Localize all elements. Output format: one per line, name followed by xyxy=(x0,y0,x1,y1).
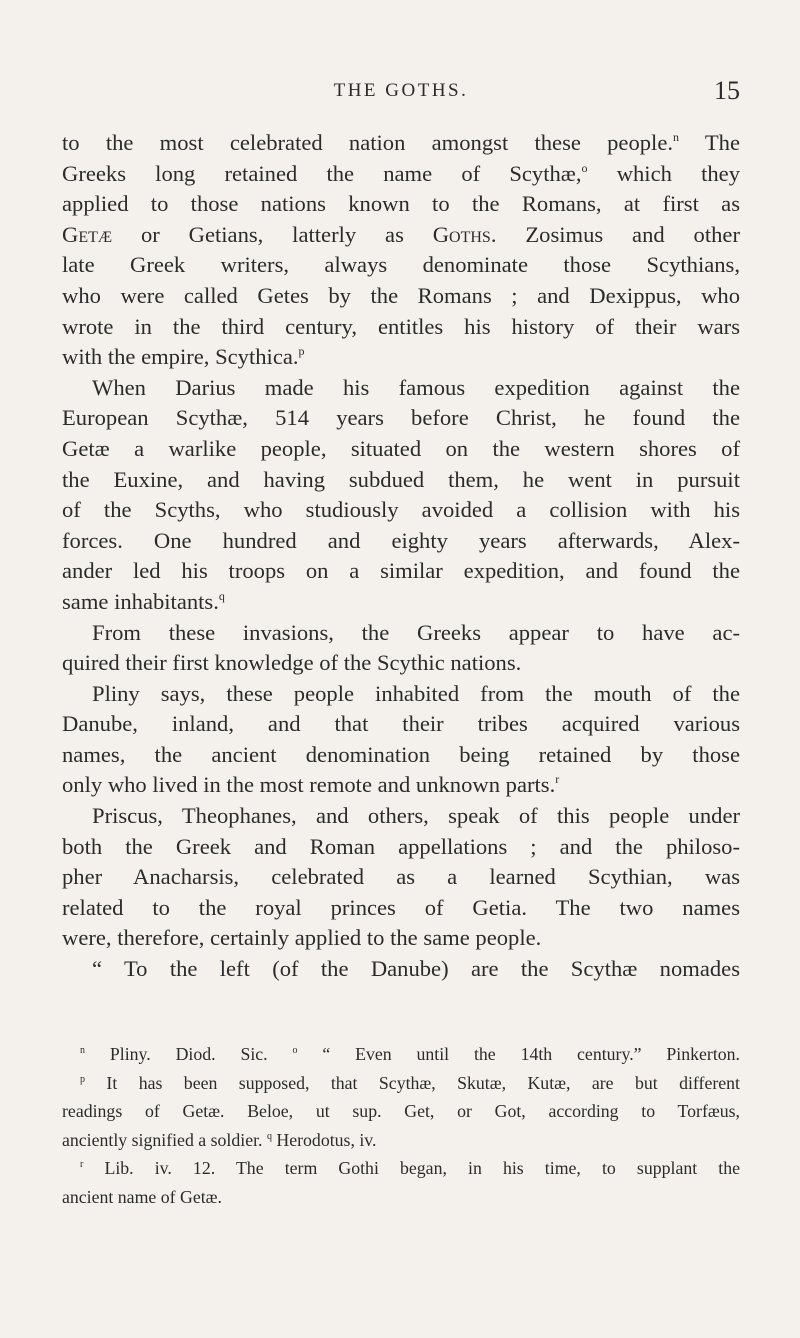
text-line xyxy=(62,159,740,190)
footnotes xyxy=(62,1040,740,1211)
footnote-marker: o xyxy=(581,160,588,175)
footnote-line xyxy=(62,1183,740,1212)
text-run: readings of Getæ. Beloe, ut sup. Get, or Got, according to Torfæus, xyxy=(62,1101,740,1121)
footnote-marker: p xyxy=(298,344,305,359)
text-run: Pliny. Diod. Sic. xyxy=(85,1044,293,1064)
text-run: to the most celebrated nation amongst these people. xyxy=(62,130,674,155)
text-line xyxy=(62,587,740,618)
text-line xyxy=(62,495,740,526)
text-line xyxy=(62,832,740,863)
text-run: Priscus, Theophanes, and others, speak of this people under xyxy=(92,803,740,829)
footnote-marker: q xyxy=(266,1130,272,1142)
text-line xyxy=(62,526,740,557)
text-line xyxy=(62,740,740,771)
text-run: pher Anacharsis, celebrated as a learned Scythian, was xyxy=(62,864,740,890)
text-run: of the Scyths, who studiously avoided a collision with his xyxy=(62,497,740,523)
text-run: the Euxine, and having subdued them, he went in pursuit xyxy=(62,466,740,492)
text-line xyxy=(62,862,740,893)
text-run: late Greek writers, always denominate those Scythians, xyxy=(62,252,740,278)
footnote-marker: r xyxy=(555,772,560,787)
text-run: “ To the left (of the Danube) are the Scythæ nomades xyxy=(92,956,740,982)
text-run: Danube, inland, and that their tribes acquired various xyxy=(62,711,740,737)
text-run: “ Even until the 14th century.” Pinkerton. xyxy=(297,1044,740,1064)
text-run: The xyxy=(679,130,740,155)
footnote-line xyxy=(62,1097,740,1126)
text-line xyxy=(62,770,740,801)
text-line xyxy=(62,434,740,465)
text-run: same inhabitants. xyxy=(62,588,219,614)
text-line xyxy=(62,220,740,251)
text-run: which they xyxy=(587,160,740,186)
text-line xyxy=(62,189,740,220)
text-run: wrote in the third century, entitles his history of their wars xyxy=(62,313,740,339)
text-run: only who lived in the most remote and unknown parts. xyxy=(62,772,556,798)
text-run: Getæ xyxy=(62,221,113,247)
footnote-marker: n xyxy=(673,130,680,144)
footnote-line xyxy=(62,1040,740,1069)
text-run: Pliny says, these people inhabited from the mouth of the xyxy=(92,680,740,706)
text-run: or Getians, latterly as xyxy=(112,221,433,247)
text-run: From these invasions, the Greeks appear to have ac- xyxy=(92,619,740,645)
running-title: THE GOTHS. xyxy=(333,80,469,101)
text-line xyxy=(62,250,740,281)
footnote-marker: r xyxy=(80,1159,84,1170)
text-run: with the empire, Scythica. xyxy=(62,344,299,370)
text-run: quired their first knowledge of the Scythic nations. xyxy=(62,650,522,676)
text-run: who were called Getes by the Romans ; and Dexippus, who xyxy=(62,282,740,308)
footnote-marker: o xyxy=(292,1045,298,1056)
body-text xyxy=(62,128,740,985)
text-line xyxy=(62,801,740,832)
text-line xyxy=(62,403,740,434)
text-line xyxy=(62,556,740,587)
footnote-marker: q xyxy=(218,588,225,603)
text-run: Lib. iv. 12. The term Gothi began, in his time, to supplant the xyxy=(83,1158,740,1178)
text-run: Greeks long retained the name of Scythæ, xyxy=(62,160,582,186)
text-run: ancient name of Getæ. xyxy=(62,1186,222,1207)
text-run: Getæ a warlike people, situated on the western shores of xyxy=(62,435,740,461)
text-line xyxy=(62,342,740,373)
text-run: were, therefore, certainly applied to the same people. xyxy=(62,925,542,951)
footnote-line xyxy=(62,1126,740,1155)
text-run: anciently signified a soldier. xyxy=(62,1129,267,1150)
text-line xyxy=(62,709,740,740)
text-line xyxy=(62,679,740,710)
text-line xyxy=(62,648,740,679)
text-run: ander led his troops on a similar expedition, and found the xyxy=(62,558,740,584)
footnote-line xyxy=(62,1154,740,1183)
footnote-marker: n xyxy=(80,1045,85,1056)
text-run: When Darius made his famous expedition against the xyxy=(92,374,740,400)
text-line xyxy=(62,281,740,312)
text-line xyxy=(62,954,740,985)
text-run: related to the royal princes of Getia. The two names xyxy=(62,894,740,920)
running-head xyxy=(62,76,740,112)
text-run: It has been supposed, that Scythæ, Skutæ, Kutæ, are but different xyxy=(85,1072,740,1093)
text-line xyxy=(62,128,740,159)
text-line xyxy=(62,923,740,954)
text-run: forces. One hundred and eighty years afterwards, Alex- xyxy=(62,527,740,553)
text-run: names, the ancient denomination being retained by those xyxy=(62,741,740,767)
text-run: European Scythæ, 514 years before Christ, he found the xyxy=(62,405,740,431)
text-run: Herodotus, iv. xyxy=(271,1129,377,1150)
text-line xyxy=(62,373,740,404)
text-run: applied to those nations known to the Romans, at first as xyxy=(62,191,740,217)
text-run: . Zosimus and other xyxy=(490,221,740,247)
text-line xyxy=(62,465,740,496)
text-line xyxy=(62,893,740,924)
text-line xyxy=(62,312,740,343)
text-run: both the Greek and Roman appellations ; and the philoso- xyxy=(62,833,740,859)
footnote-marker: p xyxy=(80,1073,85,1085)
page-number: 15 xyxy=(714,76,740,105)
text-run: Goths xyxy=(432,221,491,247)
footnote-line xyxy=(62,1069,740,1098)
text-line xyxy=(62,618,740,649)
